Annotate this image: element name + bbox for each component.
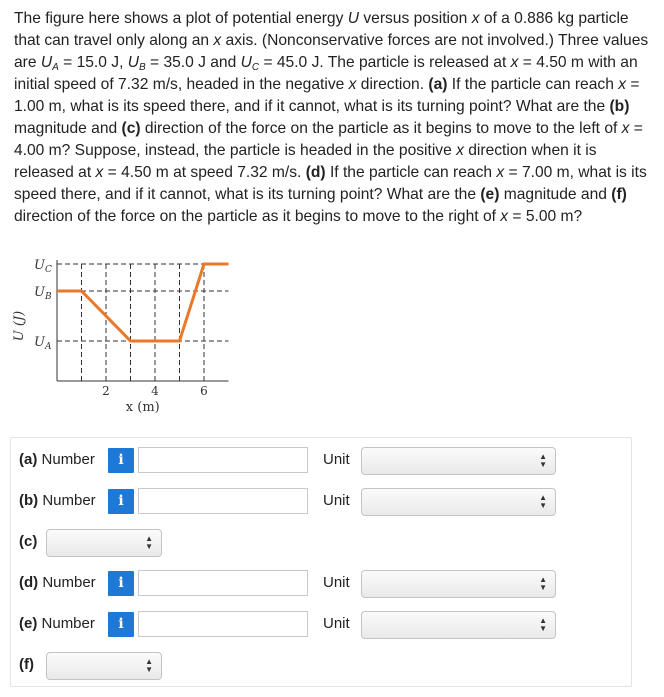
potential-energy-plot: [10, 254, 250, 424]
info-icon[interactable]: i: [108, 489, 134, 514]
y-level-label-C: $U_C$: [34, 258, 52, 275]
answer-c-direction-select[interactable]: [46, 529, 162, 557]
answer-b-number-input[interactable]: [138, 488, 308, 514]
answer-f-direction-select[interactable]: [46, 652, 162, 680]
problem-statement: The figure here shows a plot of potential energy U versus position x of a 0.886 kg particle that can travel only along an x axis. (Nonconservative forces are not involved.) Three values are $U_A = 15.0$ J, $U_B = 35.0$ J and $U_C = 45.0$ J. The particle is released at x = 4.50 m with an initial speed of 7.32 m/s, headed in the negative x direction. (a) If the particle can reach x = 1.00 m, what is its speed there, and if it cannot, what is its turning point? What are the (b) magnitude and (c) direction of the force on the particle as it begins to move to the left of x = 4.00 m? Suppose, instead, the particle is headed in the positive x direction when it is released at x = 4.50 m at speed 7.32 m/s. (d) If the particle can reach x = 7.00 m, what is its speed there, and if it cannot, what is its turning point? What are the (e) magnitude and (f) direction of the force on the particle as it begins to move to the right of x = 5.00 m?: [14, 10, 649, 225]
answer-a-number-input[interactable]: [138, 447, 308, 473]
answer-d-number-input[interactable]: [138, 570, 308, 596]
answer-row-e: [11, 606, 631, 640]
answer-row-b: [11, 483, 631, 517]
answer-e-number-input[interactable]: [138, 611, 308, 637]
answer-label-e: (e) Number: [19, 615, 95, 632]
info-icon[interactable]: i: [108, 448, 134, 473]
answer-label-d: (d) Number: [19, 574, 96, 591]
info-icon[interactable]: i: [108, 612, 134, 637]
unit-label: Unit: [323, 492, 350, 509]
answer-row-c: [11, 524, 631, 558]
x-tick-label-4: 4: [151, 384, 159, 398]
answer-label-a: (a) Number: [19, 451, 95, 468]
answer-label-f: (f): [19, 656, 34, 673]
y-axis-label: U (J): [12, 310, 27, 342]
select-arrows-icon: ▲ ▼: [539, 616, 547, 633]
answer-a-unit-select[interactable]: [361, 447, 556, 475]
answer-row-f: [11, 647, 631, 681]
x-tick-label-2: 2: [102, 384, 110, 398]
select-arrows-icon: ▲ ▼: [145, 534, 153, 551]
unit-label: Unit: [323, 574, 350, 591]
select-arrows-icon: ▲ ▼: [539, 575, 547, 592]
unit-label: Unit: [323, 615, 350, 632]
answer-e-unit-select[interactable]: [361, 611, 556, 639]
chart-guides: [57, 264, 229, 381]
answer-d-unit-select[interactable]: [361, 570, 556, 598]
answer-b-unit-select[interactable]: [361, 488, 556, 516]
select-arrows-icon: ▲ ▼: [145, 657, 153, 674]
answer-row-d: [11, 565, 631, 599]
select-arrows-icon: ▲ ▼: [539, 452, 547, 469]
y-level-label-B: $U_B$: [34, 285, 52, 302]
chart-axes: [57, 260, 229, 381]
x-tick-label-6: 6: [200, 384, 208, 398]
answer-panel: [10, 437, 632, 687]
chart-series: [57, 264, 229, 341]
series-line-0: [57, 264, 229, 341]
select-arrows-icon: ▲ ▼: [539, 493, 547, 510]
answer-label-c: (c): [19, 533, 38, 550]
answer-label-b: (b) Number: [19, 492, 96, 509]
y-level-label-A: $U_A$: [34, 335, 52, 352]
info-icon[interactable]: i: [108, 571, 134, 596]
chart-labels: [12, 258, 208, 415]
answer-row-a: [11, 442, 631, 476]
x-axis-label: x (m): [125, 400, 160, 415]
unit-label: Unit: [323, 451, 350, 468]
